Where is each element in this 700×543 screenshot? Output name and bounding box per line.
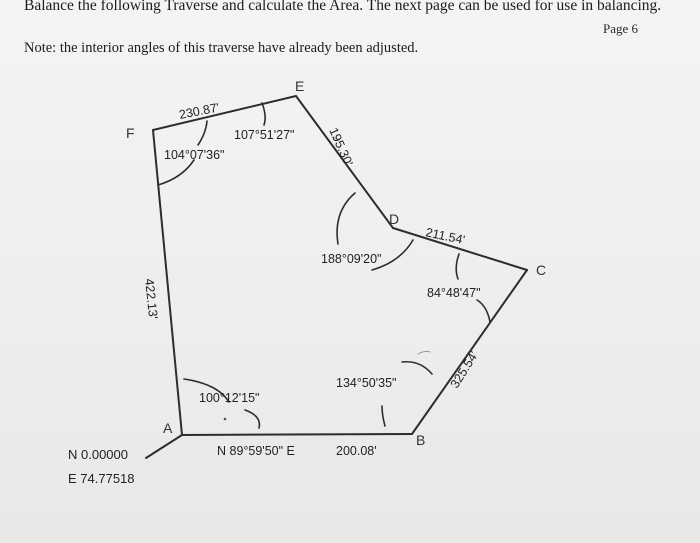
distance-label-ED: 195.30': [326, 125, 356, 169]
stray-dot: [224, 418, 227, 421]
faint-mark-B: [418, 351, 430, 354]
angle-arc-E: [262, 103, 265, 125]
point-label-F: F: [126, 125, 135, 141]
angle-arc-C-upper: [456, 254, 459, 279]
angle-arc-A-lower: [245, 410, 259, 428]
point-label-C: C: [536, 262, 547, 278]
distance-label-FE: 230.87': [177, 100, 221, 122]
point-label-D: D: [389, 211, 400, 227]
problem-note: Note: the interior angles of this traverse have already been adjusted.: [24, 40, 419, 56]
easting-label: E 74.77518: [68, 471, 135, 486]
side-BA: [182, 434, 412, 435]
distance-label-CB: 325.54': [447, 348, 482, 391]
side-FE: [153, 96, 296, 130]
page-number: Page 6: [603, 21, 639, 36]
point-label-A: A: [163, 420, 173, 436]
bearing-label-AB: N 89°59'50" E: [217, 444, 295, 458]
tie-line-A: [146, 435, 182, 458]
angle-label-C: 84°48'47": [427, 286, 481, 300]
angle-arc-F: [158, 160, 194, 185]
problem-heading: Balance the following Traverse and calculate the Area. The next page can be used for use in balancing.: [24, 0, 662, 14]
distance-label-BA: 200.08': [336, 444, 377, 458]
angle-label-D: 188°09'20": [321, 252, 382, 266]
angle-label-B: 134°50'35": [336, 376, 397, 390]
angle-label-A: 100°12'15": [199, 391, 260, 405]
distance-label-AF: 422.13': [142, 277, 161, 320]
point-label-B: B: [416, 432, 426, 448]
point-label-E: E: [295, 78, 305, 94]
angle-arc-B-upper: [402, 362, 432, 374]
angle-label-E: 107°51'27": [234, 128, 295, 142]
distance-label-DC: 211.54': [424, 225, 467, 248]
angle-label-F: 104°07'36": [164, 148, 225, 162]
angle-arc-B: [382, 406, 385, 426]
angle-arc-C: [477, 300, 490, 322]
angle-arc-F-top: [198, 121, 207, 145]
angle-arc-D-outer: [337, 193, 355, 244]
northing-label: N 0.00000: [68, 447, 128, 462]
